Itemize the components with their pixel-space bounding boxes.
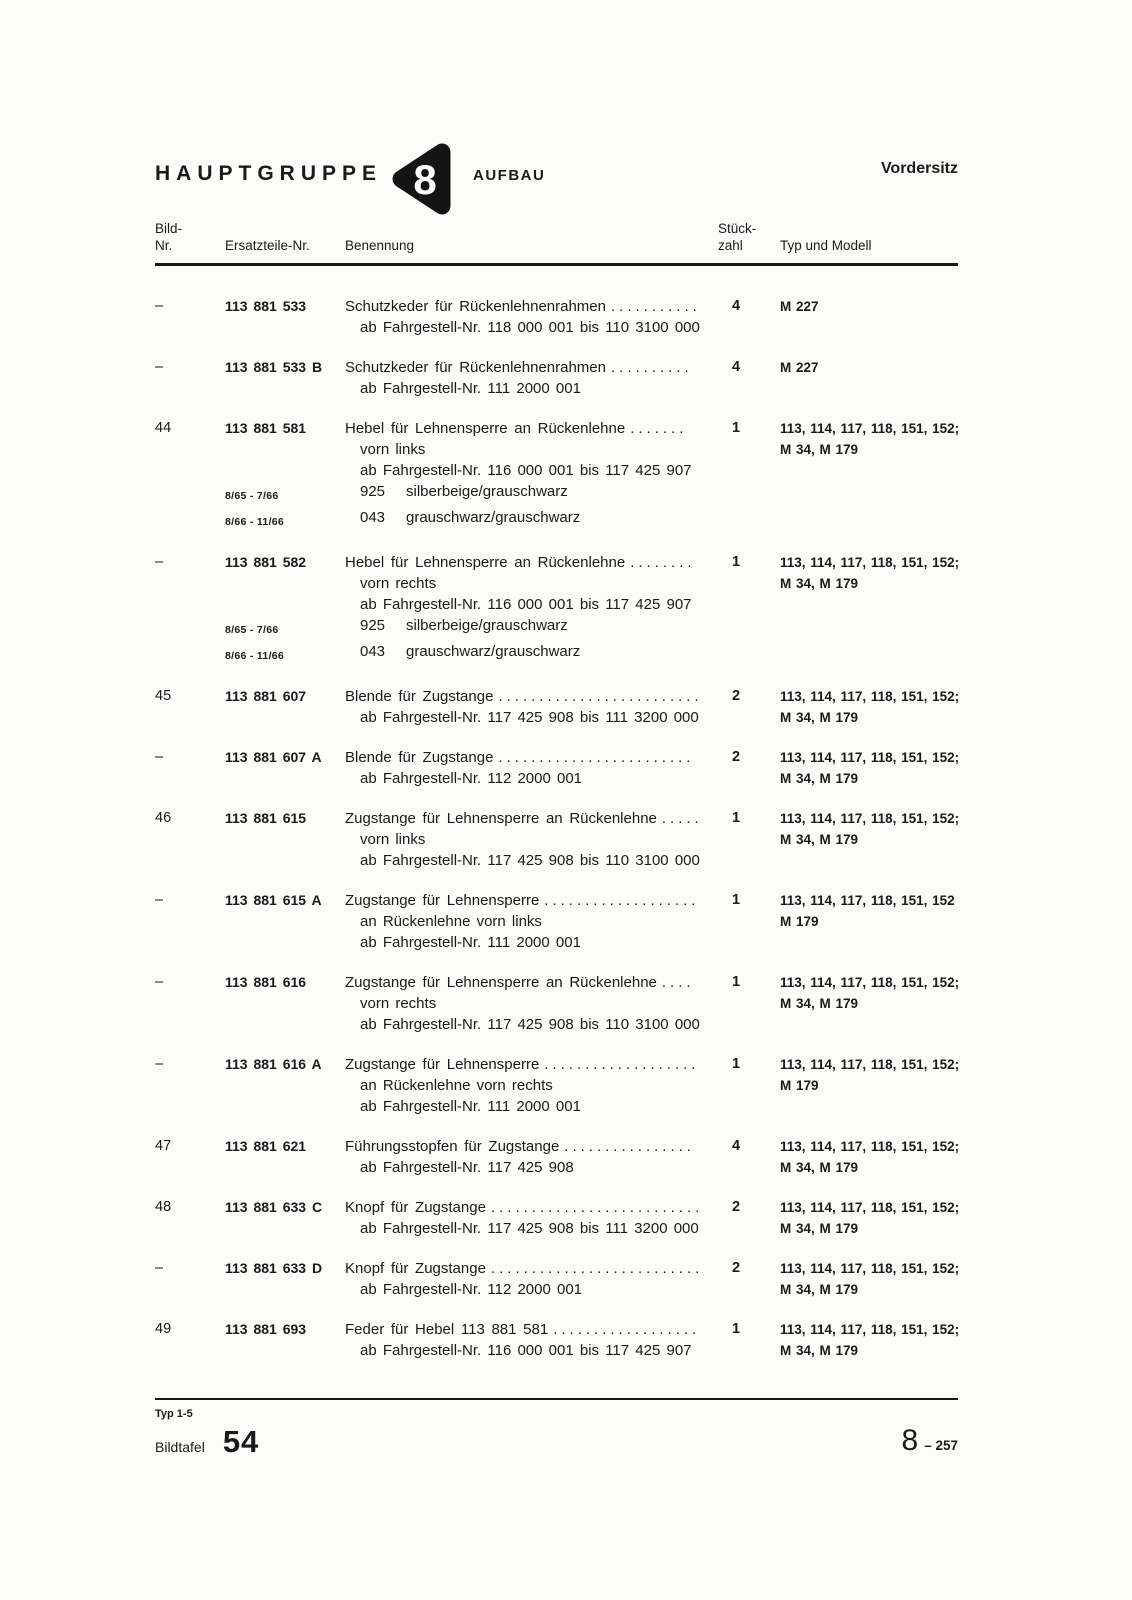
- table-row-line: [155, 573, 958, 594]
- type-model: 113, 114, 117, 118, 151, 152;: [780, 555, 960, 570]
- part-number-spacer: [225, 594, 345, 615]
- part-name-text: Führungsstopfen für Zugstange: [345, 1138, 560, 1155]
- bild-nr: [155, 573, 225, 594]
- part-number-spacer: [225, 829, 345, 850]
- quantity: 4: [732, 359, 741, 375]
- bild-nr: [155, 1075, 225, 1096]
- table-row-line: [155, 460, 958, 481]
- part-name-subline: ab Fahrgestell-Nr. 118 000 001 bis 110 3100 000: [360, 319, 700, 336]
- variant-date: 8/66 - 11/66: [225, 516, 285, 528]
- table-row-line: [155, 768, 958, 789]
- bild-nr: [155, 1096, 225, 1117]
- quantity: [718, 460, 780, 481]
- part-number: 113 881 615 A: [225, 892, 322, 908]
- table-row-line: [155, 357, 958, 378]
- type-model: [780, 594, 958, 615]
- part-name: [345, 686, 718, 707]
- table-row: [155, 296, 958, 338]
- table-row-line: [155, 972, 958, 993]
- type-model: 113, 114, 117, 118, 151, 152;: [780, 689, 960, 704]
- part-number: 113 881 582: [225, 554, 307, 570]
- bild-nr: [155, 1157, 225, 1178]
- dot-leader: ..................: [553, 1321, 701, 1338]
- part-number-spacer: [225, 932, 345, 953]
- table-row: [155, 747, 958, 789]
- type-model: M 34, M 179: [780, 442, 859, 457]
- part-name-text: Blende für Zugstange: [345, 688, 494, 705]
- badge-number: 8: [413, 156, 437, 203]
- part-number-spacer: [225, 460, 345, 481]
- bild-nr: –: [155, 892, 164, 908]
- part-name-text: Knopf für Zugstange: [345, 1260, 486, 1277]
- table-row: [155, 890, 958, 953]
- part-name-text: Schutzkeder für Rückenlehnenrahmen: [345, 359, 606, 376]
- bild-nr: [155, 850, 225, 871]
- quantity: [718, 1157, 780, 1178]
- part-name-subline: ab Fahrgestell-Nr. 117 425 908 bis 111 3200 000: [360, 1220, 699, 1237]
- quantity: [718, 615, 780, 641]
- type-model: [780, 378, 958, 399]
- table-row-line: [155, 378, 958, 399]
- bild-nr: [155, 1014, 225, 1035]
- dot-leader: ................: [564, 1138, 695, 1155]
- part-name-subline: ab Fahrgestell-Nr. 111 2000 001: [360, 934, 581, 951]
- variant-date: 8/66 - 11/66: [225, 650, 285, 662]
- dot-leader: ...........: [610, 298, 701, 315]
- quantity: 2: [732, 1260, 741, 1276]
- color-code: 043: [360, 509, 386, 526]
- table-row-line: [155, 1218, 958, 1239]
- bild-nr: [155, 615, 225, 641]
- table-row-line: [155, 1157, 958, 1178]
- footer-rule: [155, 1398, 958, 1400]
- part-number-spacer: [225, 993, 345, 1014]
- plate-number: 54: [222, 1424, 260, 1459]
- quantity: [718, 1075, 780, 1096]
- quantity: [718, 439, 780, 460]
- quantity: [718, 594, 780, 615]
- type-model: [780, 460, 958, 481]
- part-name: [345, 296, 718, 317]
- quantity: 1: [732, 1056, 741, 1072]
- part-number: 113 881 533 B: [225, 359, 323, 375]
- table-row-line: [155, 1279, 958, 1300]
- type-model: [780, 641, 958, 667]
- color-variant: [345, 481, 718, 507]
- part-name: [345, 357, 718, 378]
- part-name: [345, 972, 718, 993]
- quantity: 1: [732, 810, 741, 826]
- page-number-suffix: – 257: [924, 1438, 958, 1453]
- type-model: M 34, M 179: [780, 832, 859, 847]
- quantity: 1: [732, 1321, 741, 1337]
- color-code: 043: [360, 643, 386, 660]
- table-row-line: [155, 686, 958, 707]
- col-header-bild-nr: Bild- Nr.: [155, 221, 183, 253]
- table-row-line: [155, 993, 958, 1014]
- table-row: [155, 1054, 958, 1117]
- quantity: [718, 1279, 780, 1300]
- type-model: M 34, M 179: [780, 1221, 859, 1236]
- type-model: 113, 114, 117, 118, 151, 152;: [780, 1200, 960, 1215]
- quantity: 4: [732, 1138, 741, 1154]
- table-row: [155, 418, 958, 533]
- part-number-spacer: [225, 911, 345, 932]
- table-row-line: [155, 890, 958, 911]
- table-row-line: [155, 507, 958, 533]
- bild-nr: [155, 993, 225, 1014]
- table-row-line: [155, 439, 958, 460]
- quantity: 2: [732, 749, 741, 765]
- bild-nr: –: [155, 298, 164, 314]
- bild-nr: [155, 317, 225, 338]
- type-model: [780, 317, 958, 338]
- table-row: [155, 686, 958, 728]
- part-name-text: Zugstange für Lehnensperre: [345, 892, 540, 909]
- part-name-text: Blende für Zugstange: [345, 749, 494, 766]
- quantity: [718, 573, 780, 594]
- bild-nr: [155, 378, 225, 399]
- color-name: silberbeige/grauschwarz: [406, 617, 568, 634]
- part-number-spacer: [225, 1340, 345, 1361]
- table-row: [155, 357, 958, 399]
- type-model: [780, 850, 958, 871]
- part-name: [345, 1136, 718, 1157]
- col-header-part-number: Ersatzteile-Nr.: [225, 238, 310, 253]
- bild-nr: –: [155, 554, 164, 570]
- table-row-line: [155, 615, 958, 641]
- type-model: 113, 114, 117, 118, 151, 152;: [780, 750, 960, 765]
- section-label: AUFBAU: [473, 167, 546, 184]
- quantity: [718, 768, 780, 789]
- table-row-line: [155, 641, 958, 667]
- table-row-line: [155, 1136, 958, 1157]
- part-number: 113 881 607 A: [225, 749, 322, 765]
- part-number-spacer: [225, 573, 345, 594]
- part-number-spacer: [225, 1075, 345, 1096]
- table-row-line: [155, 1054, 958, 1075]
- quantity: [718, 1014, 780, 1035]
- bild-nr: –: [155, 749, 164, 765]
- table-row: [155, 1136, 958, 1178]
- part-number-spacer: [225, 768, 345, 789]
- bild-nr: [155, 594, 225, 615]
- bild-nr: [155, 439, 225, 460]
- bild-nr: [155, 1340, 225, 1361]
- dot-leader: ..........: [610, 359, 693, 376]
- table-row-line: [155, 932, 958, 953]
- quantity: [718, 481, 780, 507]
- bild-nr: –: [155, 1260, 164, 1276]
- type-model: M 179: [780, 914, 819, 929]
- part-number-spacer: [225, 439, 345, 460]
- bild-nr: [155, 829, 225, 850]
- part-name-text: Hebel für Lehnensperre an Rückenlehne: [345, 420, 626, 437]
- quantity: [718, 707, 780, 728]
- part-number-spacer: [225, 1014, 345, 1035]
- part-name-text: Zugstange für Lehnensperre: [345, 1056, 540, 1073]
- part-name-subline: ab Fahrgestell-Nr. 117 425 908 bis 110 3100 000: [360, 1016, 700, 1033]
- part-number: 113 881 616 A: [225, 1056, 322, 1072]
- type-model: M 227: [780, 299, 819, 314]
- quantity: [718, 1096, 780, 1117]
- dot-leader: .......: [630, 420, 688, 437]
- part-name: [345, 1258, 718, 1279]
- group-number-badge: [388, 140, 454, 218]
- col-header-type-model: Typ und Modell: [780, 238, 872, 253]
- type-model: M 34, M 179: [780, 1160, 859, 1175]
- type-model: 113, 114, 117, 118, 151, 152;: [780, 1057, 960, 1072]
- part-number: 113 881 633 C: [225, 1199, 323, 1215]
- color-variant: [345, 507, 718, 533]
- part-name-subline: ab Fahrgestell-Nr. 111 2000 001: [360, 380, 581, 397]
- table-row-line: [155, 911, 958, 932]
- type-model: [780, 932, 958, 953]
- type-model: 113, 114, 117, 118, 151, 152;: [780, 1261, 960, 1276]
- quantity: 2: [732, 1199, 741, 1215]
- dot-leader: ..........................: [490, 1199, 704, 1216]
- part-name-subline: ab Fahrgestell-Nr. 117 425 908 bis 110 3100 000: [360, 852, 700, 869]
- quantity: [718, 911, 780, 932]
- bild-nr: [155, 1218, 225, 1239]
- bild-nr: 47: [155, 1138, 172, 1154]
- table-row-line: [155, 1075, 958, 1096]
- quantity: 4: [732, 298, 741, 314]
- bild-nr: 49: [155, 1321, 172, 1337]
- table-row: [155, 1319, 958, 1361]
- part-name-subline: vorn rechts: [360, 995, 437, 1012]
- type-model: M 34, M 179: [780, 1343, 859, 1358]
- bild-nr: [155, 507, 225, 533]
- table-row-line: [155, 594, 958, 615]
- part-name: [345, 890, 718, 911]
- table-row-line: [155, 1340, 958, 1361]
- part-number-spacer: [225, 378, 345, 399]
- part-name-subline: ab Fahrgestell-Nr. 112 2000 001: [360, 770, 583, 787]
- part-name-text: Feder für Hebel 113 881 581: [345, 1321, 549, 1338]
- quantity: 2: [732, 688, 741, 704]
- part-number: 113 881 581: [225, 420, 307, 436]
- header-rule: [155, 263, 958, 266]
- type-model: 113, 114, 117, 118, 151, 152;: [780, 421, 960, 436]
- part-name-text: Knopf für Zugstange: [345, 1199, 486, 1216]
- type-model: 113, 114, 117, 118, 151, 152;: [780, 1322, 960, 1337]
- type-model: M 34, M 179: [780, 996, 859, 1011]
- part-name-subline: ab Fahrgestell-Nr. 117 425 908: [360, 1159, 574, 1176]
- quantity: [718, 829, 780, 850]
- part-number: 113 881 633 D: [225, 1260, 323, 1276]
- table-row-line: [155, 317, 958, 338]
- table-row-line: [155, 1197, 958, 1218]
- bild-nr: [155, 707, 225, 728]
- table-row-line: [155, 1096, 958, 1117]
- type-model: M 34, M 179: [780, 1282, 859, 1297]
- quantity: [718, 850, 780, 871]
- quantity: 1: [732, 554, 741, 570]
- part-name-subline: ab Fahrgestell-Nr. 116 000 001 bis 117 425 907: [360, 1342, 692, 1359]
- table-row-line: [155, 829, 958, 850]
- bild-nr: –: [155, 1056, 164, 1072]
- masthead: [155, 140, 958, 230]
- part-name-subline: an Rückenlehne vorn links: [360, 913, 542, 930]
- part-name-text: Zugstange für Lehnensperre an Rückenlehne: [345, 974, 657, 991]
- type-model: [780, 1096, 958, 1117]
- type-model: 113, 114, 117, 118, 151, 152;: [780, 975, 960, 990]
- table-row-line: [155, 747, 958, 768]
- bild-nr: –: [155, 974, 164, 990]
- part-number-spacer: [225, 1157, 345, 1178]
- dot-leader: ........................: [498, 749, 695, 766]
- color-name: silberbeige/grauschwarz: [406, 483, 568, 500]
- quantity: [718, 932, 780, 953]
- part-name-subline: ab Fahrgestell-Nr. 111 2000 001: [360, 1098, 581, 1115]
- table-row: [155, 1258, 958, 1300]
- part-number-spacer: [225, 1096, 345, 1117]
- page-topic: Vordersitz: [880, 160, 958, 177]
- dot-leader: ...................: [544, 892, 700, 909]
- part-number-spacer: [225, 850, 345, 871]
- dot-leader: .....: [661, 810, 703, 827]
- part-name: [345, 1054, 718, 1075]
- part-name: [345, 1197, 718, 1218]
- part-name-text: Schutzkeder für Rückenlehnenrahmen: [345, 298, 606, 315]
- part-name-subline: vorn links: [360, 831, 426, 848]
- page-number-group: 8: [901, 1424, 919, 1457]
- dot-leader: ...................: [544, 1056, 700, 1073]
- table-row-line: [155, 1014, 958, 1035]
- part-name-subline: ab Fahrgestell-Nr. 116 000 001 bis 117 425 907: [360, 462, 692, 479]
- color-variant: [345, 615, 718, 641]
- bild-nr: 44: [155, 420, 172, 436]
- bild-nr: [155, 641, 225, 667]
- part-number: 113 881 621: [225, 1138, 307, 1154]
- quantity: [718, 993, 780, 1014]
- color-code: 925: [360, 617, 386, 634]
- part-name-text: Zugstange für Lehnensperre an Rückenlehne: [345, 810, 657, 827]
- part-name: [345, 418, 718, 439]
- bild-nr: [155, 932, 225, 953]
- type-model: M 227: [780, 360, 819, 375]
- col-header-qty: Stück- zahl: [718, 221, 757, 253]
- variant-date: 8/65 - 7/66: [225, 624, 279, 636]
- quantity: 1: [732, 974, 741, 990]
- variant-date: 8/65 - 7/66: [225, 490, 279, 502]
- table-row-line: [155, 552, 958, 573]
- dot-leader: ....: [661, 974, 695, 991]
- part-name: [345, 1319, 718, 1340]
- type-range: Typ 1-5: [155, 1408, 193, 1420]
- part-name-subline: ab Fahrgestell-Nr. 117 425 908 bis 111 3200 000: [360, 709, 699, 726]
- part-number: 113 881 615: [225, 810, 307, 826]
- type-model: [780, 507, 958, 533]
- bild-nr: 46: [155, 810, 172, 826]
- table-row-line: [155, 1258, 958, 1279]
- main-group-label: HAUPTGRUPPE: [155, 162, 383, 185]
- part-number: 113 881 607: [225, 688, 307, 704]
- bild-nr: [155, 768, 225, 789]
- col-header-name: Benennung: [345, 238, 415, 253]
- quantity: [718, 641, 780, 667]
- part-name-subline: vorn rechts: [360, 575, 437, 592]
- color-code: 925: [360, 483, 386, 500]
- color-name: grauschwarz/grauschwarz: [406, 643, 581, 660]
- part-name: [345, 808, 718, 829]
- part-name-subline: vorn links: [360, 441, 426, 458]
- table-row-line: [155, 481, 958, 507]
- part-name-subline: an Rückenlehne vorn rechts: [360, 1077, 553, 1094]
- quantity: [718, 378, 780, 399]
- table-row-line: [155, 808, 958, 829]
- quantity: 1: [732, 420, 741, 436]
- type-model: M 179: [780, 1078, 819, 1093]
- table-row: [155, 972, 958, 1035]
- quantity: [718, 1218, 780, 1239]
- type-model: M 34, M 179: [780, 771, 859, 786]
- quantity: [718, 317, 780, 338]
- table-row: [155, 808, 958, 871]
- type-model: 113, 114, 117, 118, 151, 152: [780, 893, 955, 908]
- bild-nr: 48: [155, 1199, 172, 1215]
- type-model: [780, 481, 958, 507]
- dot-leader: ..........................: [490, 1260, 704, 1277]
- table-row-line: [155, 296, 958, 317]
- table-row: [155, 1197, 958, 1239]
- dot-leader: ........: [630, 554, 696, 571]
- bild-nr: –: [155, 359, 164, 375]
- part-number: 113 881 616: [225, 974, 307, 990]
- part-number: 113 881 533: [225, 298, 307, 314]
- column-headers: [155, 220, 958, 254]
- part-name: [345, 747, 718, 768]
- table-row-line: [155, 1319, 958, 1340]
- bild-nr: [155, 1279, 225, 1300]
- type-model: M 34, M 179: [780, 576, 859, 591]
- part-name-subline: ab Fahrgestell-Nr. 112 2000 001: [360, 1281, 583, 1298]
- quantity: [718, 1340, 780, 1361]
- part-number: 113 881 693: [225, 1321, 307, 1337]
- part-number-spacer: [225, 317, 345, 338]
- color-name: grauschwarz/grauschwarz: [406, 509, 581, 526]
- type-model: [780, 615, 958, 641]
- page-number: [155, 1424, 958, 1458]
- part-name: [345, 552, 718, 573]
- type-model: M 34, M 179: [780, 710, 859, 725]
- bild-nr: [155, 911, 225, 932]
- bild-nr: 45: [155, 688, 172, 704]
- part-number-spacer: [225, 707, 345, 728]
- table-row: [155, 552, 958, 667]
- type-model: 113, 114, 117, 118, 151, 152;: [780, 811, 960, 826]
- dot-leader: .........................: [498, 688, 703, 705]
- parts-table: [155, 296, 958, 1380]
- type-model: [780, 1014, 958, 1035]
- type-model: 113, 114, 117, 118, 151, 152;: [780, 1139, 960, 1154]
- part-name-text: Hebel für Lehnensperre an Rückenlehne: [345, 554, 626, 571]
- part-number-spacer: [225, 1279, 345, 1300]
- quantity: [718, 507, 780, 533]
- part-number-spacer: [225, 1218, 345, 1239]
- table-row-line: [155, 850, 958, 871]
- bild-nr: [155, 481, 225, 507]
- part-name-subline: ab Fahrgestell-Nr. 116 000 001 bis 117 425 907: [360, 596, 692, 613]
- quantity: 1: [732, 892, 741, 908]
- bild-nr: [155, 460, 225, 481]
- table-row-line: [155, 707, 958, 728]
- plate-label: Bildtafel: [155, 1439, 205, 1455]
- color-variant: [345, 641, 718, 667]
- table-row-line: [155, 418, 958, 439]
